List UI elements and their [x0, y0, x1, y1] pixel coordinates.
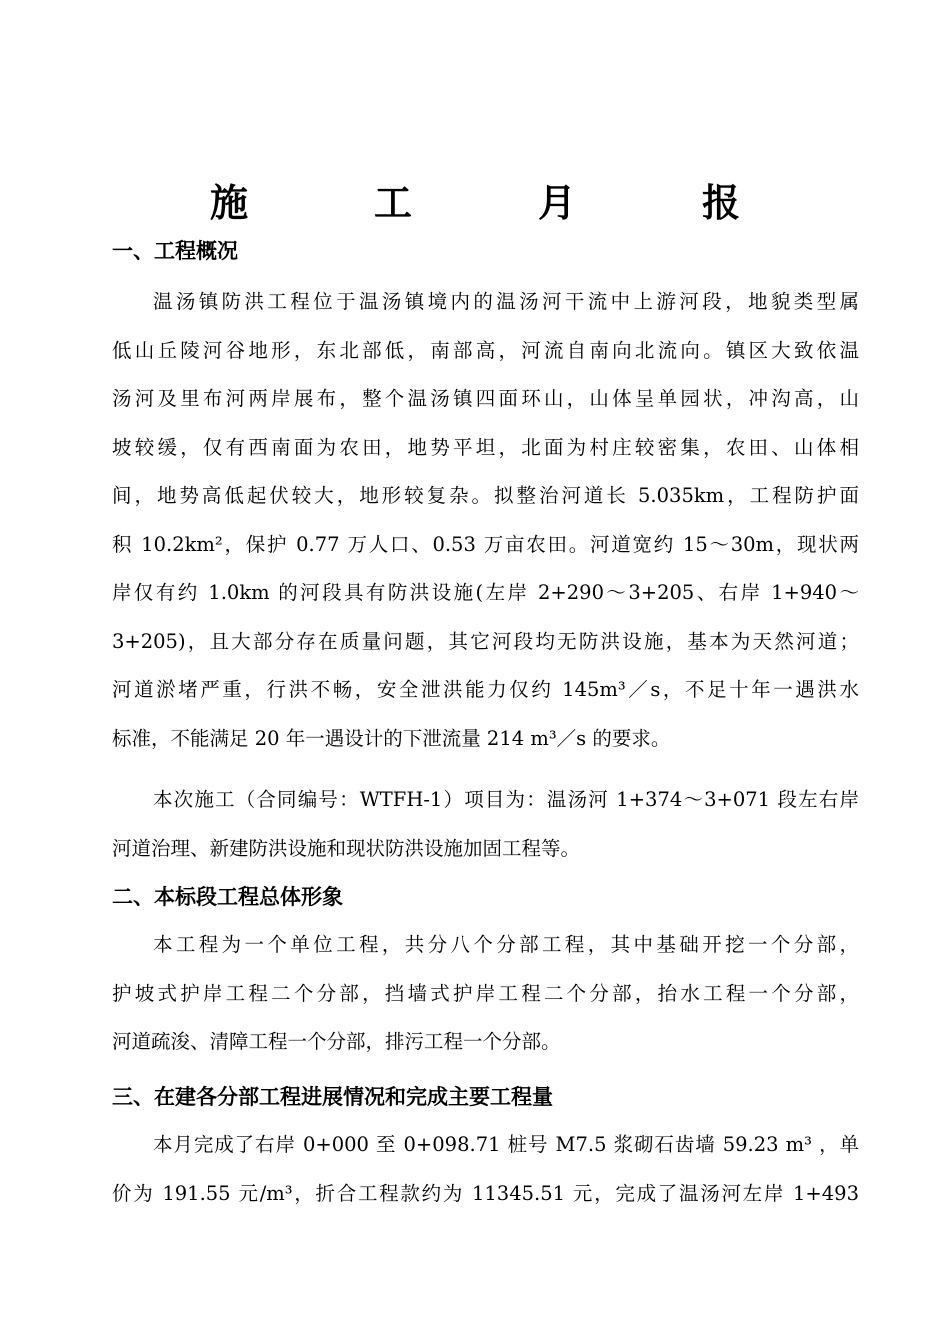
text-line: 本月完成了右岸 0+000 至 0+098.71 桩号 M7.5 浆砌石齿墙 59.23 m³ ，单 — [153, 1133, 859, 1156]
paragraph-contract-scope — [112, 776, 859, 873]
section-heading-progress: 三、在建各分部工程进展情况和完成主要工程量 — [112, 1085, 553, 1109]
text-line: 河道疏浚、清障工程一个分部，排污工程一个分部。 — [112, 1030, 561, 1053]
paragraph-sub-projects — [112, 921, 859, 1067]
text-line: 汤河及里布河两岸展布，整个温汤镇四面环山，山体呈单园状，冲沟高，山 — [112, 387, 859, 410]
text-line: 3+205)，且大部分存在质量问题，其它河段均无防洪设施，基本为天然河道； — [112, 629, 859, 653]
section-heading-overall-image: 二、本标段工程总体形象 — [112, 885, 343, 909]
text-line: 温汤镇防洪工程位于温汤镇境内的温汤河干流中上游河段，地貌类型属 — [153, 290, 859, 313]
text-line: 价为 191.55 元/m³，折合工程款约为 11345.51 元，完成了温汤河左岸 1+493 — [112, 1181, 859, 1205]
text-line: 岸仅有约 1.0km 的河段具有防洪设施(左岸 2+290～3+205、右岸 1+940～ — [112, 581, 859, 604]
text-line: 河道淤堵严重，行洪不畅，安全泄洪能力仅约 145m³／s，不足十年一遇洪水 — [112, 678, 859, 701]
text-line: 低山丘陵河谷地形，东北部低，南部高，河流自南向北流向。镇区大致依温 — [112, 338, 859, 362]
text-line: 护坡式护岸工程二个分部，挡墙式护岸工程二个分部，抬水工程一个分部， — [112, 981, 859, 1005]
text-line: 积 10.2km²，保护 0.77 万人口、0.53 万亩农田。河道宽约 15～30m，现状两 — [112, 532, 859, 556]
paragraph-project-overview — [112, 278, 859, 763]
text-line: 标准，不能满足 20 年一遇设计的下泄流量 214 m³／s 的要求。 — [112, 726, 671, 750]
text-line: 坡较缓，仅有西南面为农田，地势平坦，北面为村庄较密集，农田、山体相 — [112, 435, 859, 459]
page-title: 施 工 月 报 — [209, 181, 784, 225]
paragraph-monthly-progress — [112, 1121, 859, 1218]
section-heading-overview: 一、工程概况 — [112, 239, 238, 263]
text-line: 本工程为一个单位工程，共分八个分部工程，其中基础开挖一个分部， — [153, 933, 859, 956]
text-line: 河道治理、新建防洪设施和现状防洪设施加固工程等。 — [112, 836, 581, 860]
text-line: 本次施工（合同编号：WTFH-1）项目为：温汤河 1+374～3+071 段左右岸 — [153, 788, 859, 811]
text-line: 间，地势高低起伏较大，地形较复杂。拟整治河道长 5.035km，工程防护面 — [112, 484, 859, 507]
